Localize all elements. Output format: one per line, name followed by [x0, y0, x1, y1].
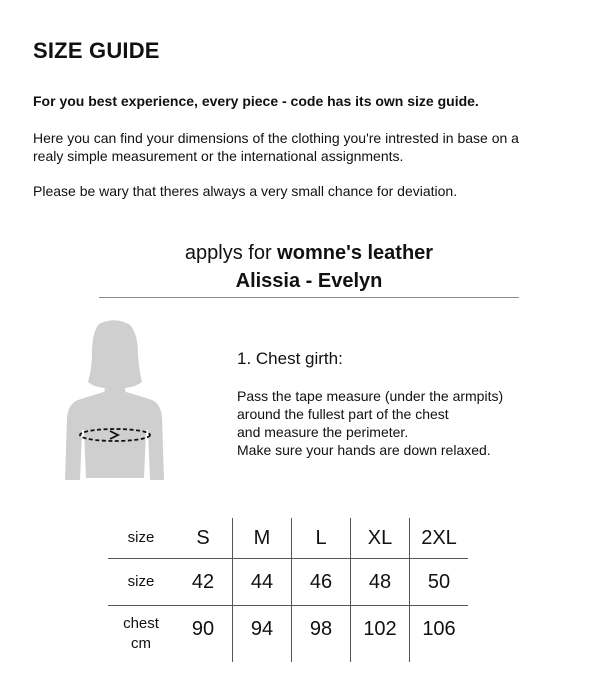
table-cell: 90 [191, 618, 215, 640]
table-cell: 98 [292, 606, 351, 663]
table-cell: 106 [410, 606, 469, 663]
table-cell: 46 [292, 559, 351, 606]
measurement-line: around the fullest part of the chest [237, 406, 449, 422]
page-title: SIZE GUIDE [33, 38, 160, 63]
applies-line-1 [99, 239, 519, 267]
row-label-line: cm [131, 635, 151, 652]
measurement-title: 1. Chest girth: [237, 349, 343, 368]
table-cell: S [174, 518, 233, 559]
deviation-note: Please be wary that theres always a very small chance for deviation. [33, 183, 458, 199]
table-cell: L [292, 518, 351, 559]
row-label-line: chest [123, 615, 159, 632]
table-cell: 94 [233, 606, 292, 663]
applies-models: Alissia - Evelyn [235, 270, 383, 292]
applies-heading [99, 239, 519, 295]
table-cell: 48 [351, 559, 410, 606]
table-cell: 102 [351, 606, 410, 663]
table-cell: 44 [233, 559, 292, 606]
row-label: size [108, 518, 174, 559]
measurement-description [237, 387, 503, 459]
table-cell: 2XL [410, 518, 469, 559]
table-cell: 42 [174, 559, 233, 606]
applies-prefix: applys for [184, 242, 272, 264]
size-table [108, 518, 468, 662]
section-divider [99, 297, 519, 298]
applies-category: womne's leather [277, 242, 434, 264]
row-label: size [108, 559, 174, 606]
intro-bold-text: For you best experience, every piece - code has its own size guide. [33, 93, 479, 109]
table-cell: XL [351, 518, 410, 559]
torso-silhouette-icon [60, 318, 170, 486]
table-row [108, 559, 468, 606]
table-row [108, 518, 468, 559]
table-cell: 50 [410, 559, 469, 606]
intro-paragraph-line: Here you can find your dimensions of the clothing you're intrested in base on a [33, 130, 519, 146]
row-label [108, 606, 174, 663]
table-cell: M [233, 518, 292, 559]
measurement-line: and measure the perimeter. [237, 424, 409, 440]
intro-paragraph [33, 129, 573, 165]
measurement-line: Make sure your hands are down relaxed. [237, 442, 491, 458]
intro-paragraph-line: realy simple measurement or the international assignments. [33, 148, 404, 164]
table-row [108, 606, 468, 663]
measurement-line: Pass the tape measure (under the armpits) [237, 388, 504, 404]
